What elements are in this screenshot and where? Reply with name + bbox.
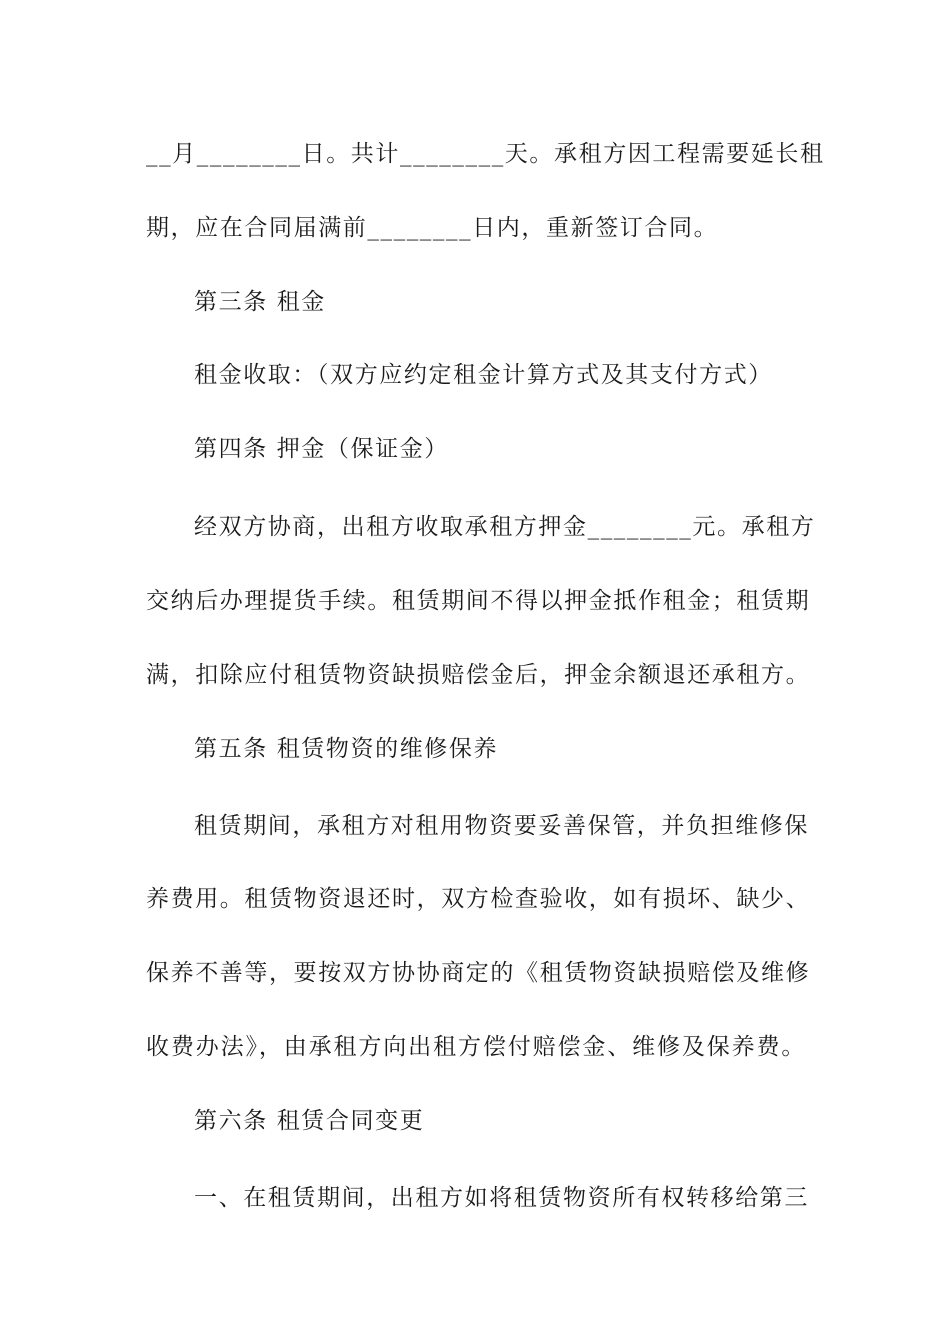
text-line: 收费办法》，由承租方向出租方偿付赔偿金、维修及保养费。 (146, 1034, 806, 1060)
text-line: 租赁期间，承租方对租用物资要妥善保管，并负担维修保 (194, 813, 809, 839)
section-heading: 第六条 租赁合同变更 (194, 1108, 425, 1134)
text-line: 租金收取：（双方应约定租金计算方式及其支付方式） (194, 362, 773, 388)
section-heading: 第四条 押金（保证金） (194, 436, 449, 462)
text-line: __月________日。共计________天。承租方因工程需要延长租 (146, 141, 825, 167)
text-line: 满，扣除应付租赁物资缺损赔偿金后，押金余额退还承租方。 (146, 662, 811, 688)
text-line: 期，应在合同届满前________日内，重新签订合同。 (146, 215, 719, 241)
text-line: 保养不善等，要按双方协协商定的《租赁物资缺损赔偿及维修 (146, 960, 811, 986)
text-line: 经双方协商，出租方收取承租方押金________元。承租方 (194, 514, 816, 540)
text-line: 一、在租赁期间，出租方如将租赁物资所有权转移给第三 (194, 1185, 809, 1211)
text-line: 养费用。租赁物资退还时，双方检查验收，如有损坏、缺少、 (146, 886, 811, 912)
text-line: 交纳后办理提货手续。租赁期间不得以押金抵作租金；租赁期 (146, 588, 811, 614)
section-heading: 第五条 租赁物资的维修保养 (194, 736, 499, 762)
section-heading: 第三条 租金 (194, 289, 326, 315)
